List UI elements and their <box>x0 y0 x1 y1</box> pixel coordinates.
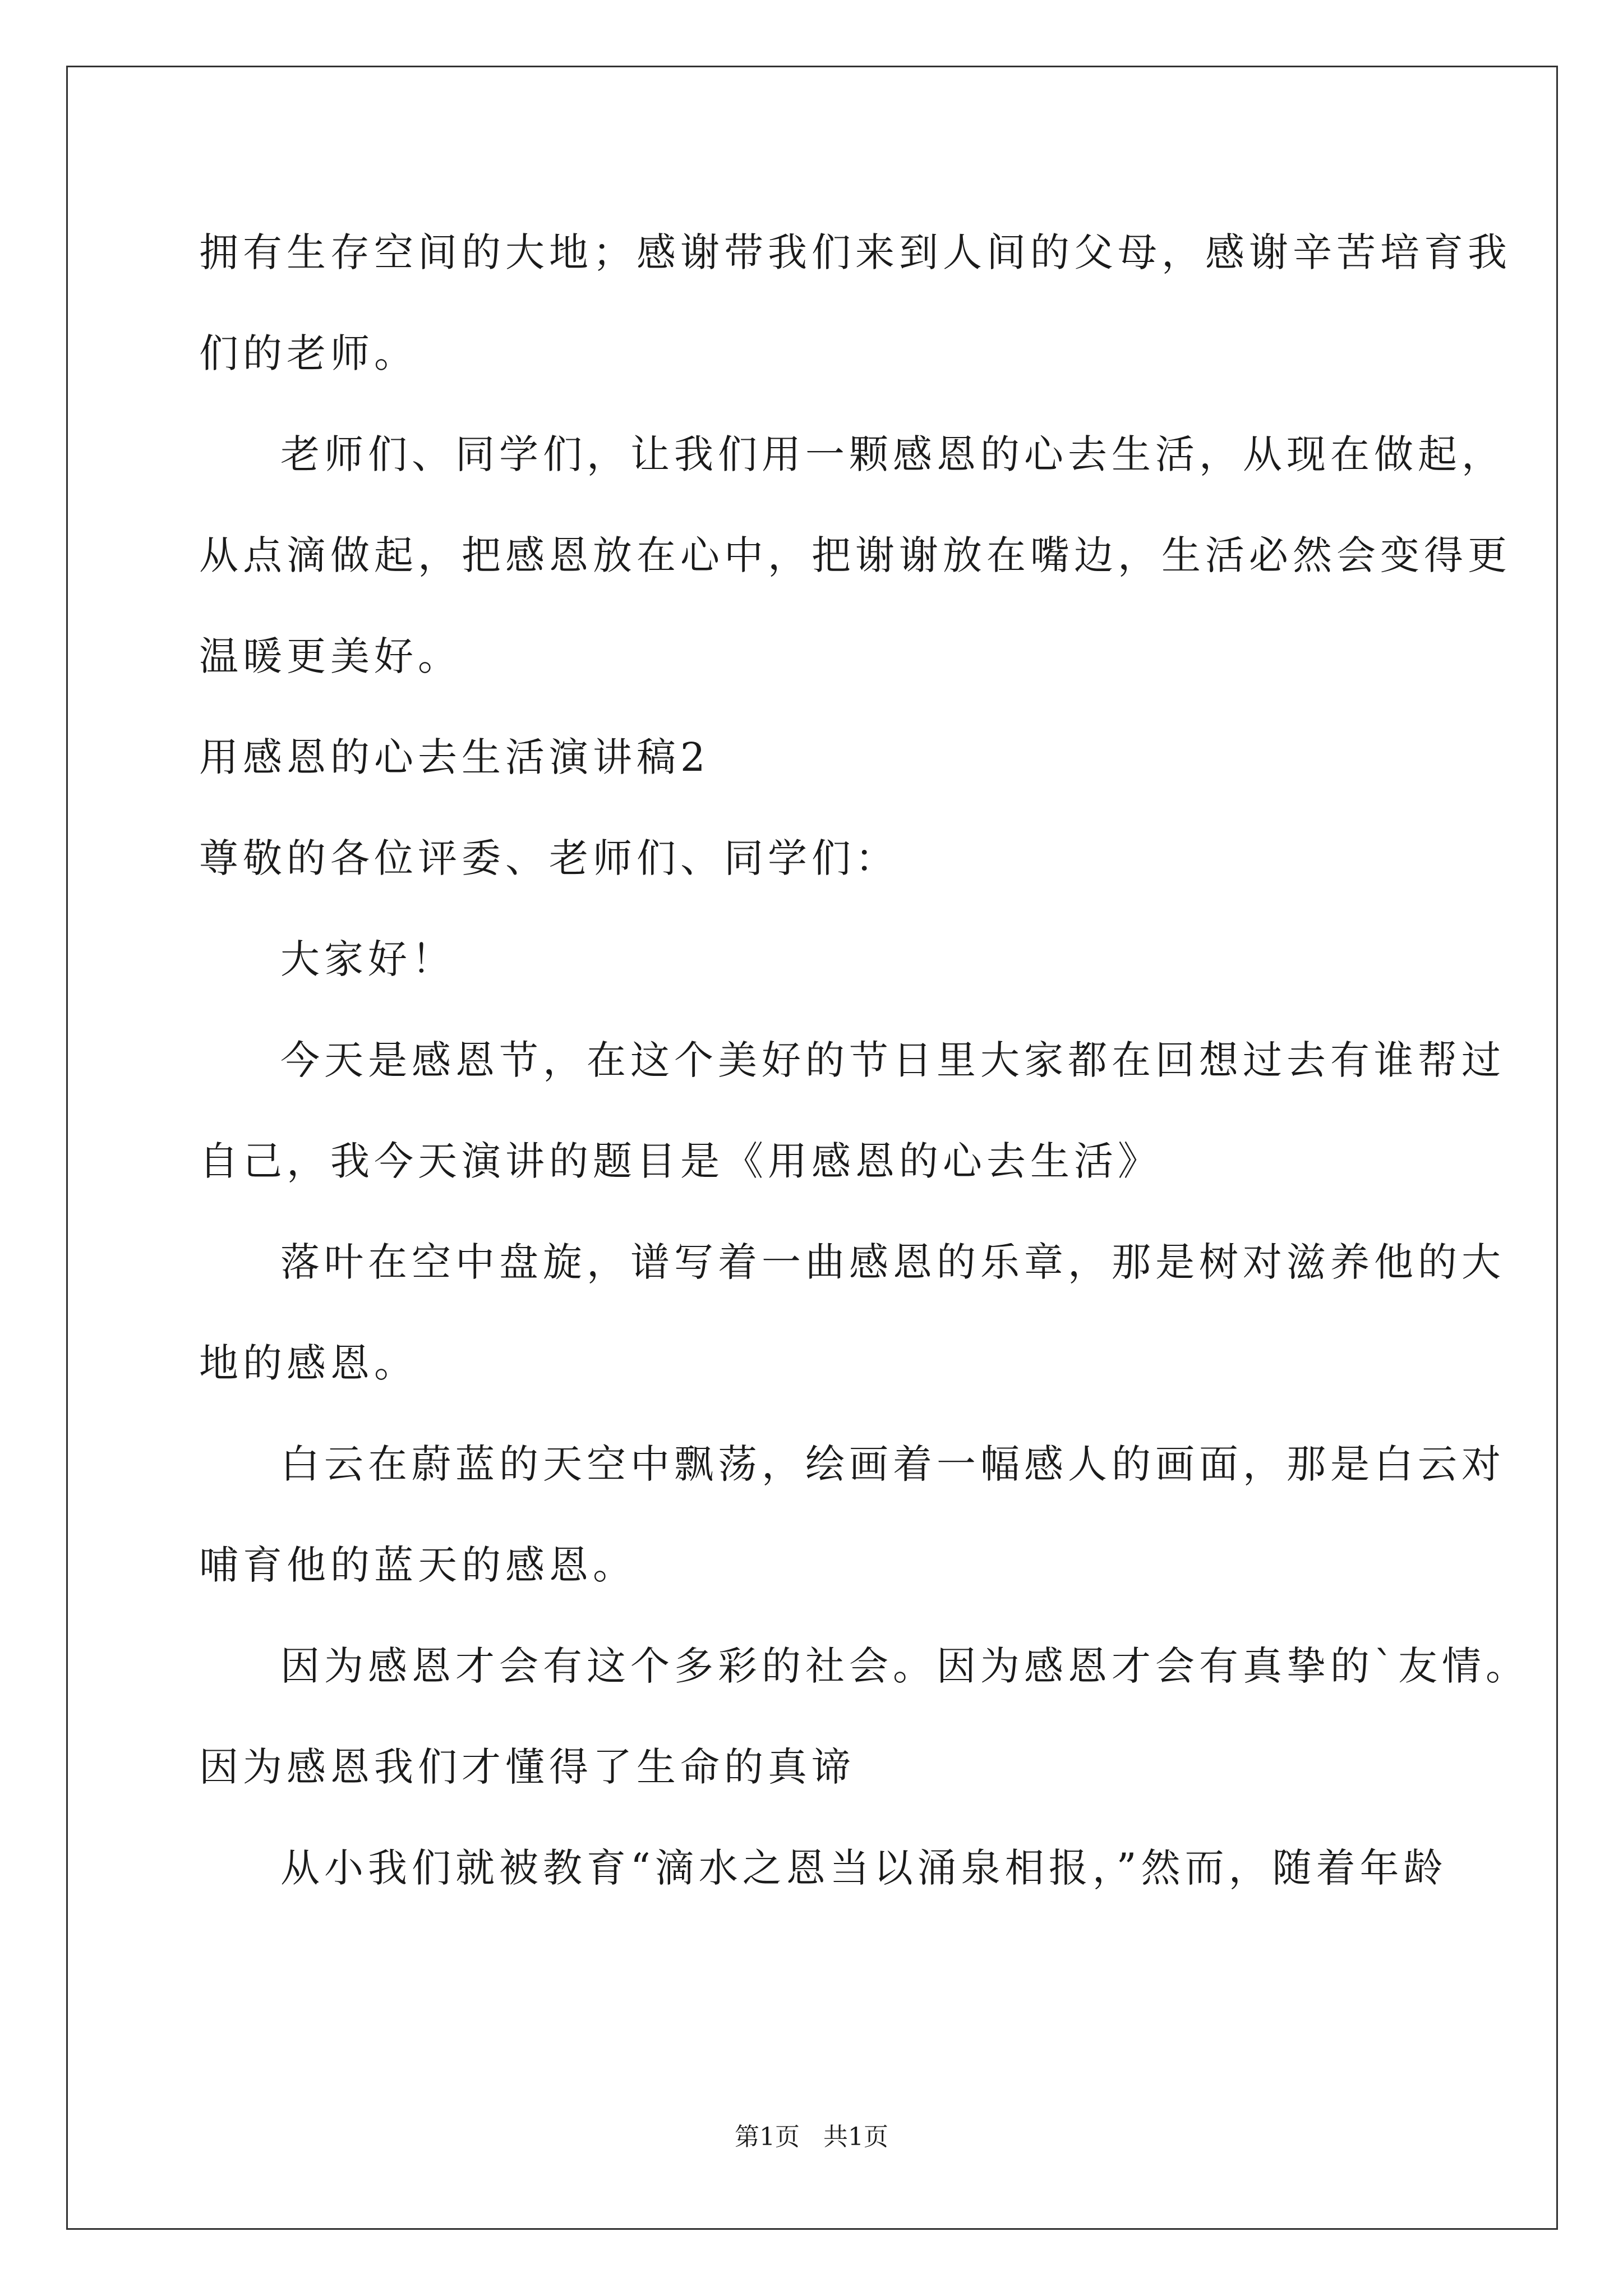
page-number: 第1页 <box>735 2123 800 2151</box>
page-footer <box>0 2120 1623 2154</box>
text-line: 自己，我今天演讲的题目是《用感恩的心去生活》 <box>199 1138 1161 1184</box>
paragraph-line: 白云在蔚蓝的天空中飘荡，绘画着一幅感人的画面，那是白云对 <box>280 1441 1505 1487</box>
text-line: 从点滴做起，把感恩放在心中，把谢谢放在嘴边，生活必然会变得更 <box>199 532 1511 578</box>
paragraph-line: 老师们、同学们，让我们用一颗感恩的心去生活，从现在做起， <box>280 431 1505 477</box>
paragraph-line: 从小我们就被教育“滴水之恩当以涌泉相报，”然而，随着年龄 <box>280 1845 1447 1891</box>
text-line: 温暖更美好。 <box>199 633 462 679</box>
text-line: 们的老师。 <box>199 330 418 376</box>
text-line: 因为感恩我们才懂得了生命的真谛 <box>199 1744 855 1790</box>
greeting: 大家好！ <box>280 936 455 982</box>
salutation: 尊敬的各位评委、老师们、同学们： <box>199 835 899 881</box>
paragraph-line: 因为感恩才会有这个多彩的社会。因为感恩才会有真挚的`友情。 <box>280 1643 1529 1689</box>
text-line: 哺育他的蓝天的感恩。 <box>199 1542 637 1588</box>
text-line: 地的感恩。 <box>199 1340 418 1386</box>
text-line: 拥有生存空间的大地；感谢带我们来到人间的父母，感谢辛苦培育我 <box>199 229 1511 275</box>
paragraph-line: 今天是感恩节，在这个美好的节日里大家都在回想过去有谁帮过 <box>280 1037 1505 1083</box>
page-total: 共1页 <box>823 2123 888 2151</box>
section-title: 用感恩的心去生活演讲稿2 <box>199 734 710 780</box>
paragraph-line: 落叶在空中盘旋，谱写着一曲感恩的乐章，那是树对滋养他的大 <box>280 1239 1505 1285</box>
